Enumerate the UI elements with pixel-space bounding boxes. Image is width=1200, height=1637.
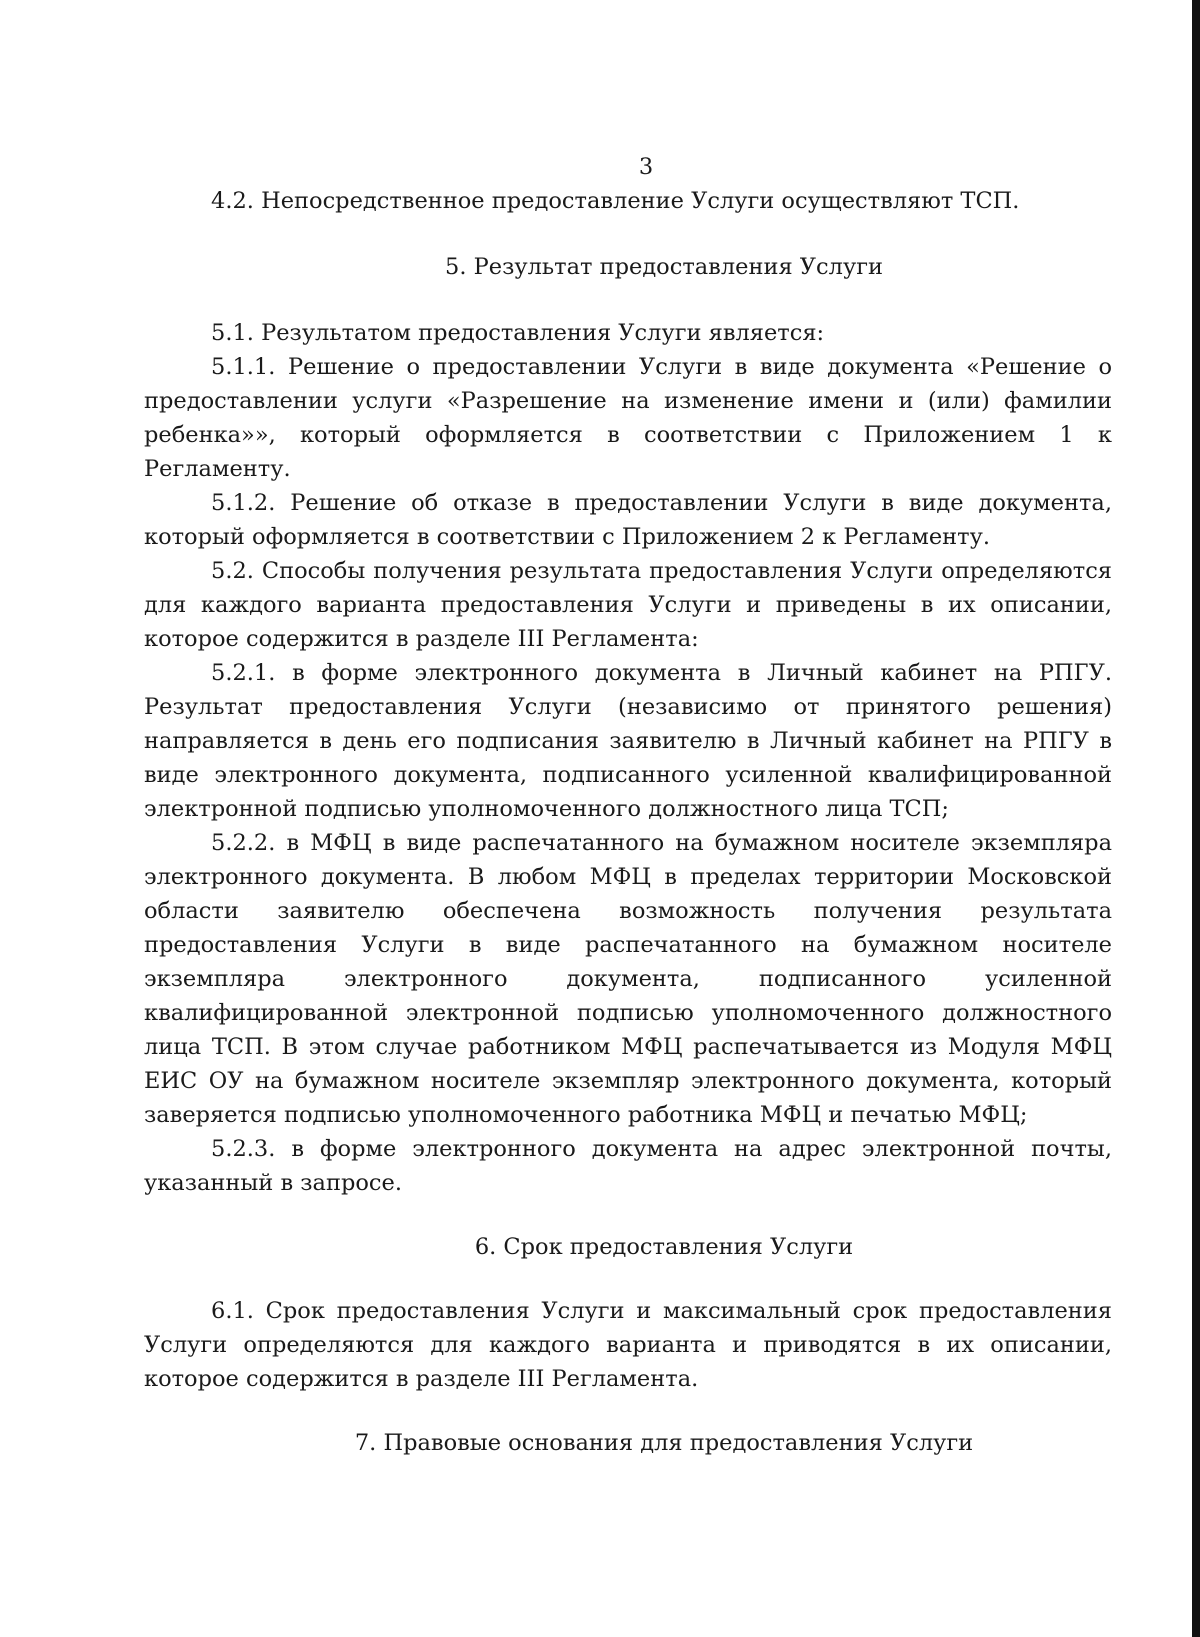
spacer [144, 1264, 1112, 1294]
spacer [144, 284, 1112, 316]
paragraph-5-2: 5.2. Способы получения результата предоставления Услуги определяются для каждого варианта предоставления Услуги и приведены в их описании, которое содержится в разделе III Регламента: [144, 558, 1112, 652]
section-heading-6: 6. Срок предоставления Услуги [474, 1234, 854, 1260]
spacer [144, 1396, 1112, 1426]
spacer [144, 218, 1112, 250]
paragraph-5-1-2: 5.1.2. Решение об отказе в предоставлении Услуги в виде документа, который оформляется в соответствии с Приложением 2 к Регламенту. [144, 490, 1112, 550]
paragraph-4-2: 4.2. Непосредственное предоставление Услуги осуществляют ТСП. [211, 188, 1020, 214]
paragraph-5-2-3: 5.2.3. в форме электронного документа на адрес электронной почты, указанный в запросе. [144, 1136, 1112, 1196]
paragraph-5-1: 5.1. Результатом предоставления Услуги является: [211, 320, 825, 346]
scan-edge-border [1192, 0, 1200, 1637]
paragraph-5-2-2: 5.2.2. в МФЦ в виде распечатанного на бумажном носителе экземпляра электронного документа. В любом МФЦ в пределах территории Московской области заявителю обеспечена возможность получения результата предоставления Услуги в виде распечатанного на бумажном носителе экземпляра электронного документа, подписанного усиленной квалифицированной электронной подписью уполномоченного должностного лица ТСП. В этом случае работником МФЦ распечатывается из Модуля МФЦ ЕИС ОУ на бумажном носителе экземпляр электронного документа, который заверяется подписью уполномоченного работника МФЦ и печатью МФЦ; [144, 830, 1112, 1128]
section-heading-5: 5. Результат предоставления Услуги [445, 254, 883, 280]
paragraph-5-1-1: 5.1.1. Решение о предоставлении Услуги в виде документа «Решение о предоставлении услуги «Разрешение на изменение имени и (или) фамилии ребенка»», который оформляется в соответствии с Приложением 1 к Регламенту. [144, 354, 1112, 482]
paragraph-5-2-1: 5.2.1. в форме электронного документа в Личный кабинет на РПГУ. Результат предоставления Услуги (независимо от принятого решения) направляется в день его подписания заявителю в Личный кабинет на РПГУ в виде электронного документа, подписанного усиленной квалифицированной электронной подписью уполномоченного должностного лица ТСП; [144, 660, 1112, 822]
document-page [144, 150, 1112, 1460]
section-heading-7: 7. Правовые основания для предоставления Услуги [354, 1430, 974, 1456]
spacer [144, 1200, 1112, 1230]
paragraph-6-1: 6.1. Срок предоставления Услуги и максимальный срок предоставления Услуги определяются для каждого варианта и приводятся в их описании, которое содержится в разделе III Регламента. [144, 1298, 1112, 1392]
page-number: 3 [638, 154, 654, 180]
